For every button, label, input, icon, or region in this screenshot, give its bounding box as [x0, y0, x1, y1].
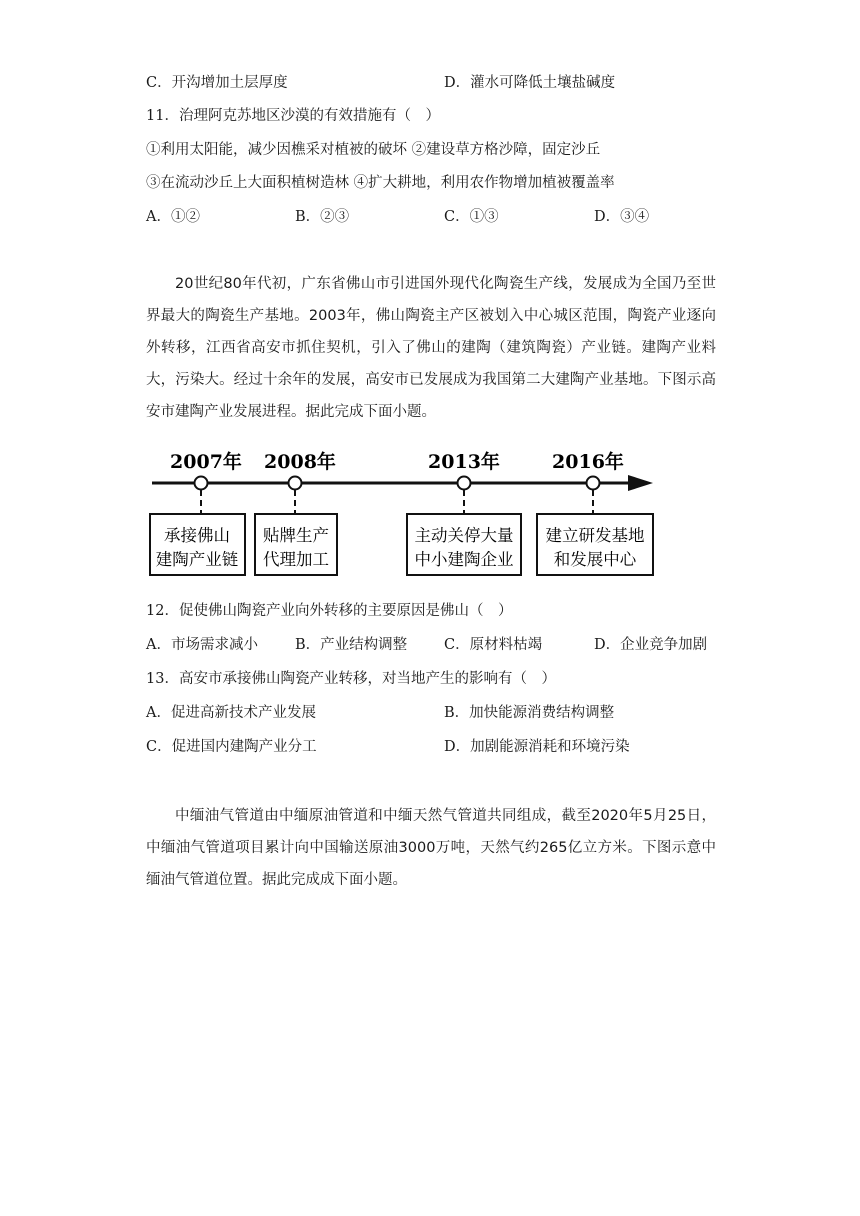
q12-option-b: B．产业结构调整 — [295, 637, 408, 653]
q11-option-b: B．②③ — [295, 209, 350, 225]
timeline-year: 2013年 — [428, 451, 500, 473]
q13-option-c: C．促进国内建陶产业分工 — [146, 739, 317, 755]
q11-option-a: A．①② — [146, 209, 200, 225]
timeline-event-2016 — [537, 450, 653, 575]
q13-option-b: B．加快能源消费结构调整 — [444, 705, 615, 721]
q12-option-d: D．企业竞争加剧 — [594, 637, 708, 653]
q11-statement-line-1: ①利用太阳能，减少因樵采对植被的破坏 ②建设草方格沙障，固定沙丘 — [146, 142, 601, 158]
timeline-year: 2016年 — [552, 451, 624, 473]
timeline-box-line-2: 建陶产业链 — [155, 550, 239, 569]
timeline-box-line-1: 贴牌生产 — [263, 526, 329, 545]
timeline-year: 2008年 — [264, 451, 336, 473]
timeline-arrow-icon — [628, 475, 653, 491]
gaoan-ceramics-timeline — [145, 446, 660, 581]
passage-pipeline — [146, 800, 716, 896]
timeline-event-2008 — [255, 450, 337, 575]
timeline-box-line-1: 承接佛山 — [164, 526, 230, 545]
timeline-year: 2007年 — [170, 451, 242, 473]
q13-stem: 13．高安市承接佛山陶瓷产业转移，对当地产生的影响有（ ） — [146, 671, 556, 687]
q11-stem: 11．治理阿克苏地区沙漠的有效措施有（ ） — [146, 108, 440, 124]
timeline-event-2013 — [407, 450, 521, 575]
timeline-box-line-1: 建立研发基地 — [545, 526, 645, 545]
timeline-box-line-2: 中小建陶企业 — [414, 550, 514, 569]
timeline-event-2007 — [150, 450, 245, 575]
q11-option-c: C．①③ — [444, 209, 499, 225]
q10-option-d: D．灌水可降低土壤盐碱度 — [444, 75, 616, 91]
timeline-box-line-1: 主动关停大量 — [414, 526, 514, 545]
q11-statement-line-2: ③在流动沙丘上大面积植树造林 ④扩大耕地，利用农作物增加植被覆盖率 — [146, 175, 615, 191]
timeline-box-line-2: 代理加工 — [263, 550, 329, 569]
q13-option-d: D．加剧能源消耗和环境污染 — [444, 739, 630, 755]
timeline-box-line-2: 和发展中心 — [553, 550, 637, 569]
passage-foshan-ceramics — [146, 268, 716, 428]
q10-option-c: C．开沟增加土层厚度 — [146, 75, 288, 91]
q11-option-d: D．③④ — [594, 209, 650, 225]
q12-option-a: A．市场需求减小 — [146, 637, 258, 653]
q12-stem: 12．促使佛山陶瓷产业向外转移的主要原因是佛山（ ） — [146, 603, 513, 619]
q13-option-a: A．促进高新技术产业发展 — [146, 705, 316, 721]
passage-pipeline-text: 中缅油气管道由中缅原油管道和中缅天然气管道共同组成，截至2020年5月25日，中缅油气管道项目累计向中国输送原油3000万吨，天然气约265亿立方米。下图示意中缅油气管道位置。据此完成成下面小题。 — [146, 808, 716, 888]
q12-option-c: C．原材料枯竭 — [444, 637, 543, 653]
passage-foshan-text: 20世纪80年代初，广东省佛山市引进国外现代化陶瓷生产线，发展成为全国乃至世界最大的陶瓷生产基地。2003年，佛山陶瓷主产区被划入中心城区范围，陶瓷产业逐向外转移，江西省高安市抓住契机，引入了佛山的建陶（建筑陶瓷）产业链。建陶产业料大，污染大。经过十余年的发展，高安市已发展成为我国第二大建陶产业基地。下图示高安市建陶产业发展进程。据此完成下面小题。 — [146, 276, 716, 420]
